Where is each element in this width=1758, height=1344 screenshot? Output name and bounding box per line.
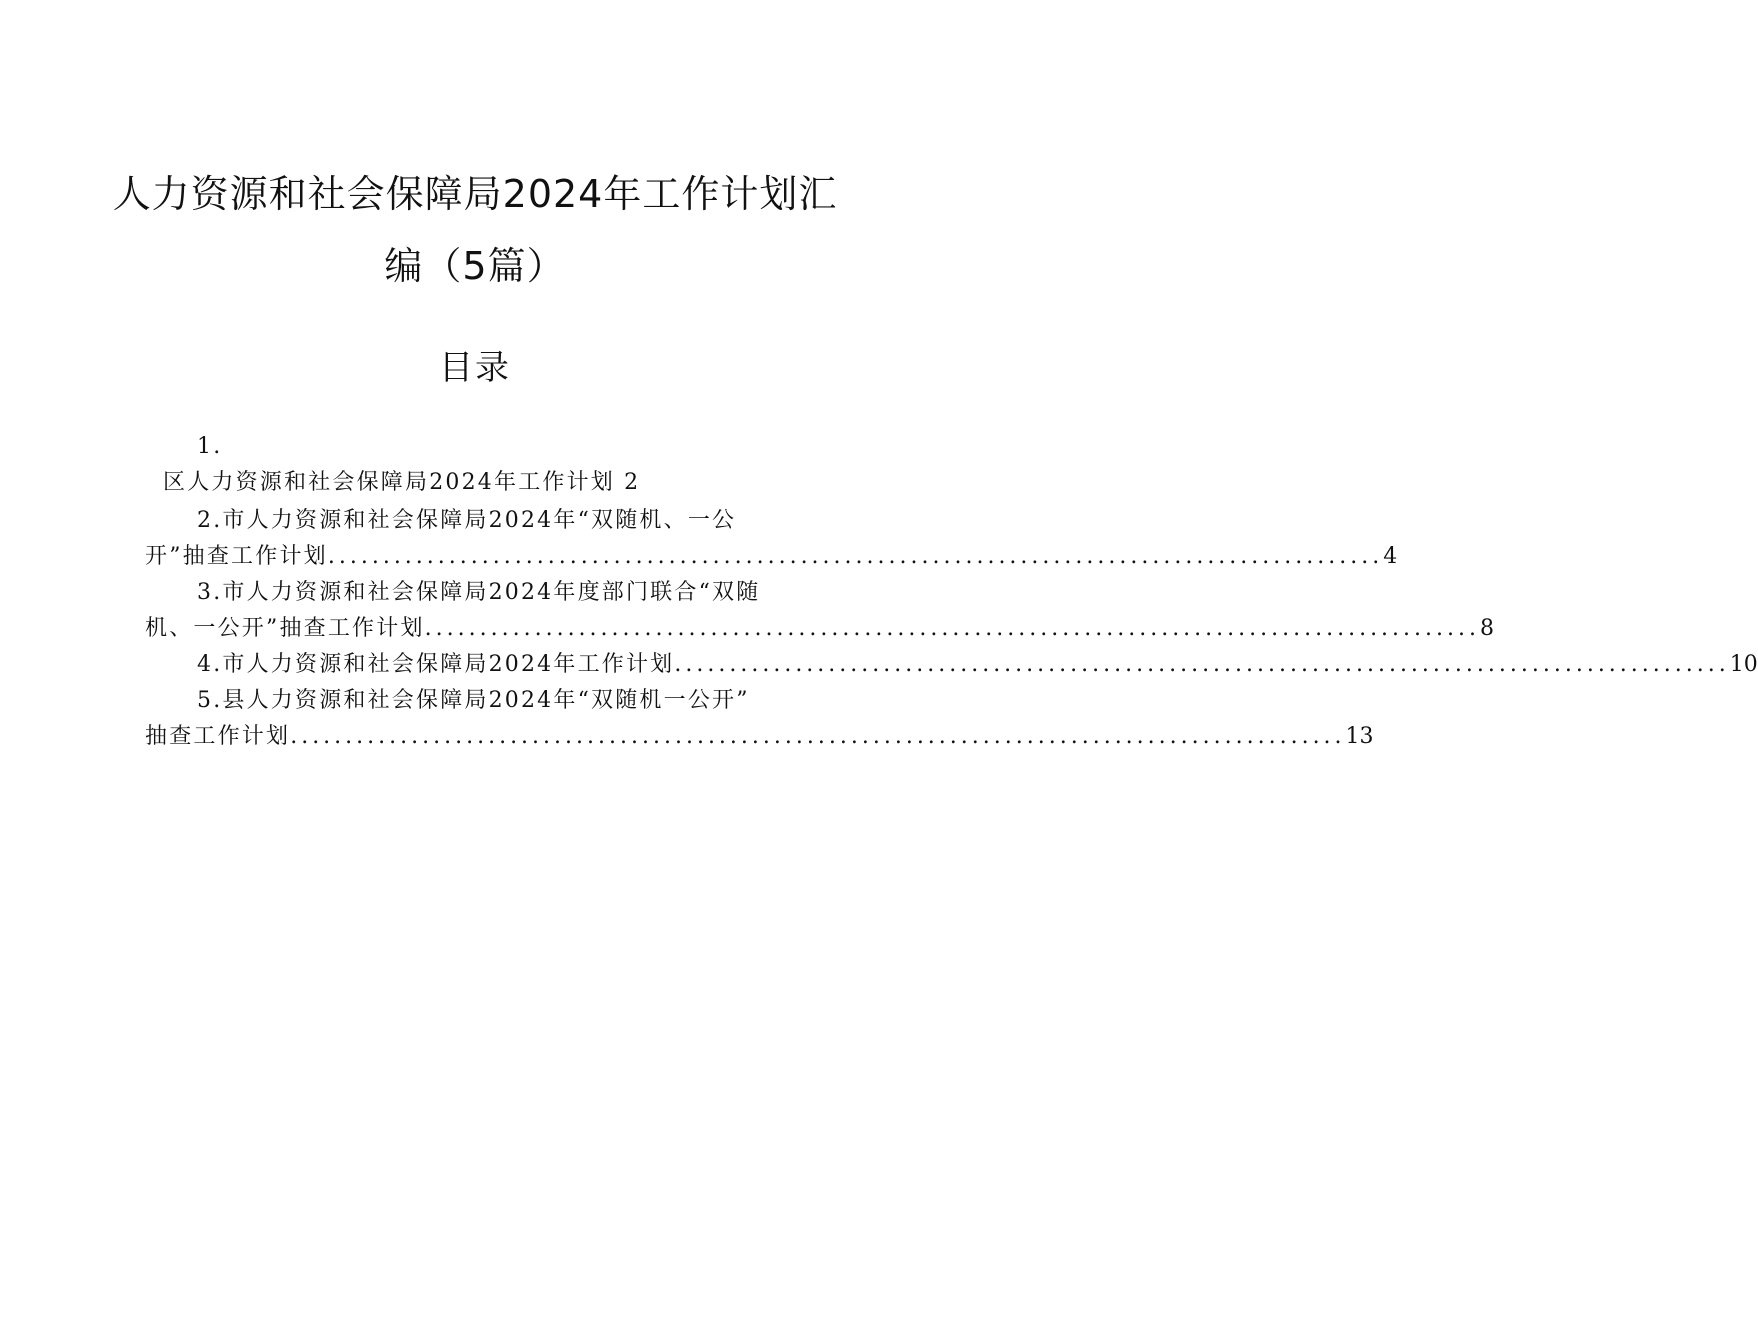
toc-entry-5-page: 13	[1345, 724, 1374, 749]
toc-entry-5-line-1[interactable]: 5.县人力资源和社会保障局2024年“双随机一公开”	[197, 688, 750, 713]
document-title-line-1: 人力资源和社会保障局2024年工作计划汇	[112, 172, 838, 216]
toc-entry-1-text[interactable]: 区人力资源和社会保障局2024年工作计划 2	[163, 470, 641, 495]
toc-entry-5-line-2[interactable]	[145, 720, 1374, 754]
toc-leader-dots: ................................................................................................	[424, 616, 1480, 641]
document-title-line-2: 编（5篇）	[384, 244, 566, 288]
toc-entry-4-text: 4.市人力资源和社会保障局2024年工作计划	[197, 652, 675, 677]
toc-entry-4-page: 10	[1729, 652, 1758, 677]
toc-entry-3-text: 机、一公开”抽查工作计划	[145, 616, 425, 641]
toc-entry-4-line-1[interactable]	[145, 648, 1758, 682]
toc-entry-5-text: 抽查工作计划	[145, 724, 291, 749]
toc-entry-2-page: 4	[1383, 544, 1398, 569]
toc-leader-dots: ................................................................................................	[674, 652, 1730, 677]
toc-heading: 目录	[439, 348, 511, 388]
toc-entry-1-number[interactable]: 1.	[197, 434, 223, 459]
toc-entry-2-line-1[interactable]: 2.市人力资源和社会保障局2024年“双随机、一公	[197, 508, 737, 533]
toc-leader-dots: ................................................................................................	[327, 544, 1384, 569]
toc-leader-dots: ................................................................................................	[290, 724, 1346, 749]
toc-entry-3-page: 8	[1480, 616, 1494, 641]
toc-entry-3-line-2[interactable]	[145, 612, 1494, 646]
toc-entry-2-line-2[interactable]	[145, 540, 1398, 574]
toc-entry-3-line-1[interactable]: 3.市人力资源和社会保障局2024年度部门联合“双随	[197, 580, 761, 605]
toc-entry-2-text: 开”抽查工作计划	[145, 544, 328, 569]
